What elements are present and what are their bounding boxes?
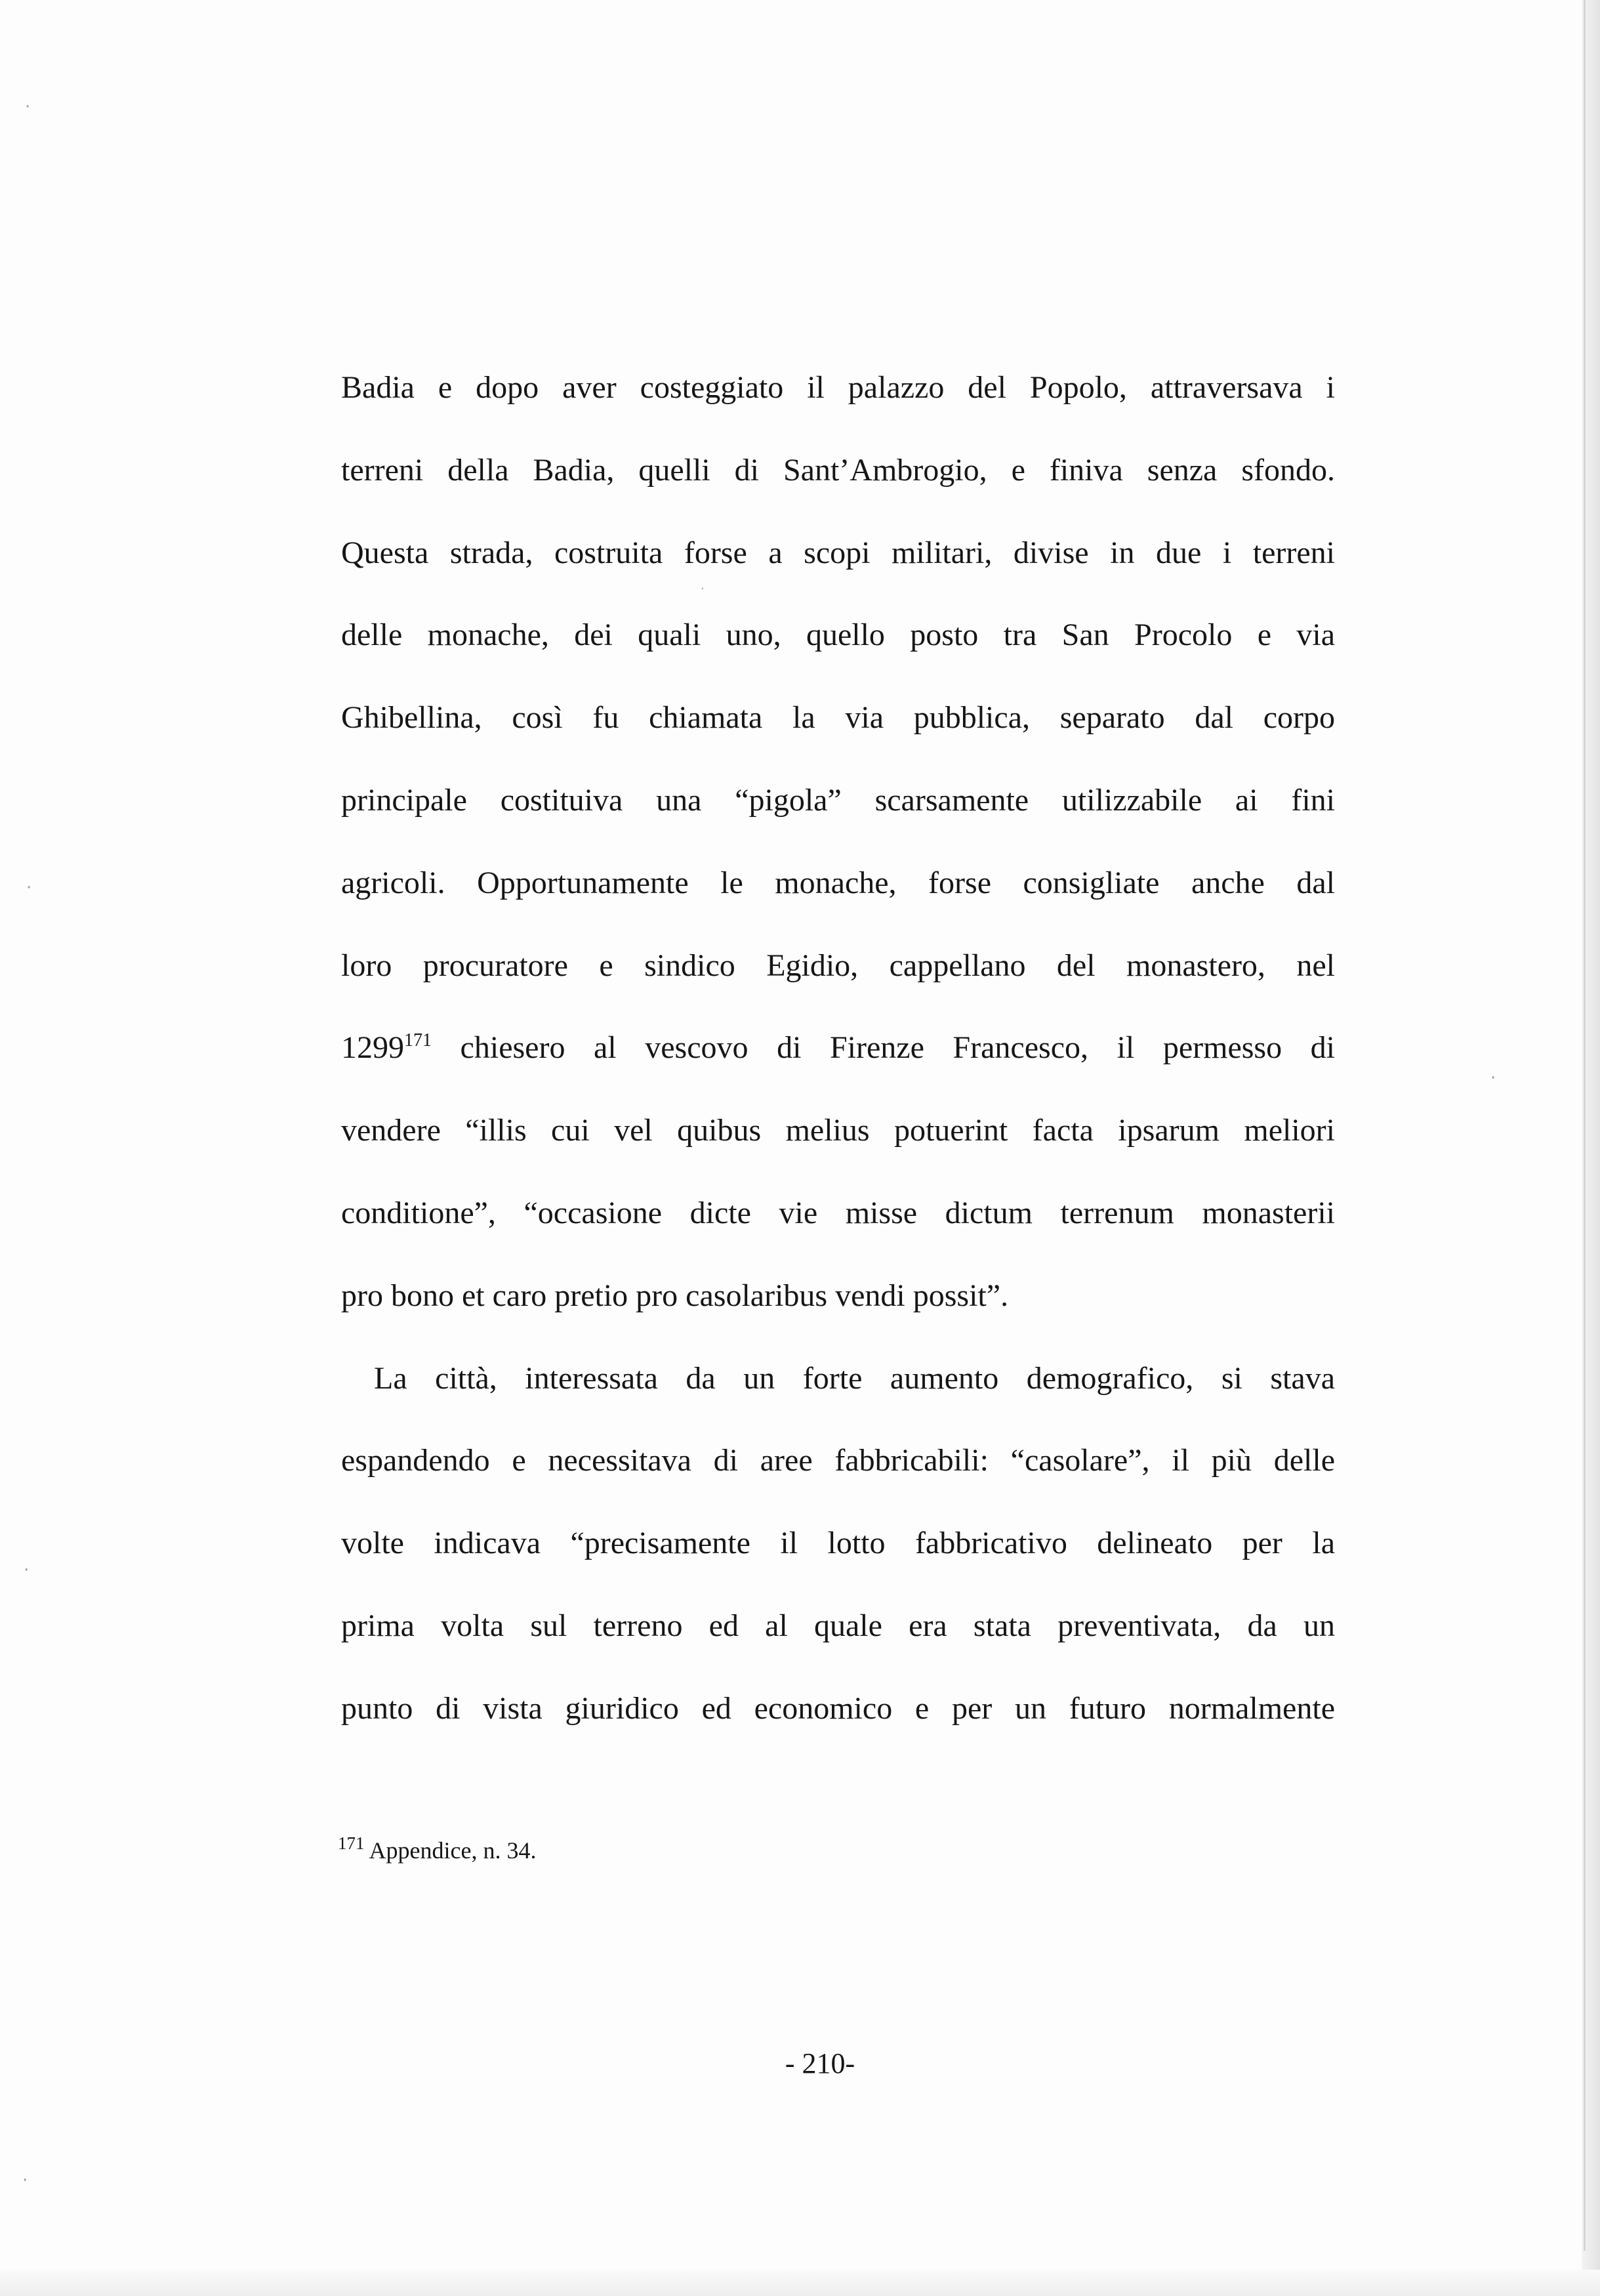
scan-speck: · — [1490, 1068, 1496, 1088]
text-line: espandendo e necessitava di aree fabbricabili: “casolare”, il più delle — [341, 1443, 1335, 1478]
footnote-number: 171 — [338, 1833, 365, 1853]
text-line: agricoli. Opportunamente le monache, forse consigliate anche dal — [341, 865, 1335, 900]
text-line: terreni della Badia, quelli di Sant’Ambrogio, e finiva senza sfondo. — [341, 452, 1335, 488]
text-line: Questa strada, costruita forse a scopi militari, divise in due i terreni — [341, 535, 1335, 570]
line-continuation: chiesero al vescovo di Firenze Francesco, il permesso di — [432, 1030, 1335, 1066]
footnote-ref: 171 — [404, 1030, 432, 1051]
text-line: punto di vista giuridico ed economico e per un futuro normalmente — [341, 1690, 1335, 1726]
scan-speck: · — [22, 2171, 28, 2190]
text-line: principale costituiva una “pigola” scarsamente utilizzabile ai fini — [341, 782, 1335, 818]
paragraph-start-line: La città, interessata da un forte aumento demografico, si stava — [374, 1360, 1335, 1396]
scan-speck: · — [25, 97, 31, 117]
scan-speck: · — [701, 582, 705, 596]
text-line: loro procuratore e sindico Egidio, cappellano del monastero, nel — [341, 948, 1335, 983]
text-line: Ghibellina, così fu chiamata la via pubblica, separato dal corpo — [341, 700, 1335, 736]
footnote — [338, 1831, 536, 1870]
page-edge-line — [1584, 0, 1586, 2251]
footnote-text: Appendice, n. 34. — [369, 1837, 537, 1864]
text-line: delle monache, dei quali uno, quello posto tra San Procolo e via — [341, 617, 1335, 653]
text-line: vendere “illis cui vel quibus melius potuerint facta ipsarum meliori — [341, 1113, 1335, 1148]
text-line: conditione”, “occasione dicte vie misse dictum terrenum monasterii — [341, 1195, 1335, 1230]
text-line: volte indicava “precisamente il lotto fabbricativo delineato per la — [341, 1526, 1335, 1561]
text-line-with-footnote-ref — [341, 1028, 1335, 1068]
scan-speck: · — [24, 1560, 30, 1580]
text-line: Badia e dopo aver costeggiato il palazzo del Popolo, attraversava i — [341, 370, 1335, 405]
scan-speck: · — [26, 878, 32, 898]
body-text — [341, 367, 1335, 1771]
page-number: - 210- — [785, 2047, 855, 2079]
text-line: pro bono et caro pretio pro casolaribus vendi possit”. — [341, 1278, 1009, 1313]
year-text: 1299 — [341, 1030, 404, 1066]
page-bottom-band — [0, 2270, 1600, 2296]
text-line: prima volta sul terreno ed al quale era stata preventivata, da un — [341, 1608, 1335, 1643]
